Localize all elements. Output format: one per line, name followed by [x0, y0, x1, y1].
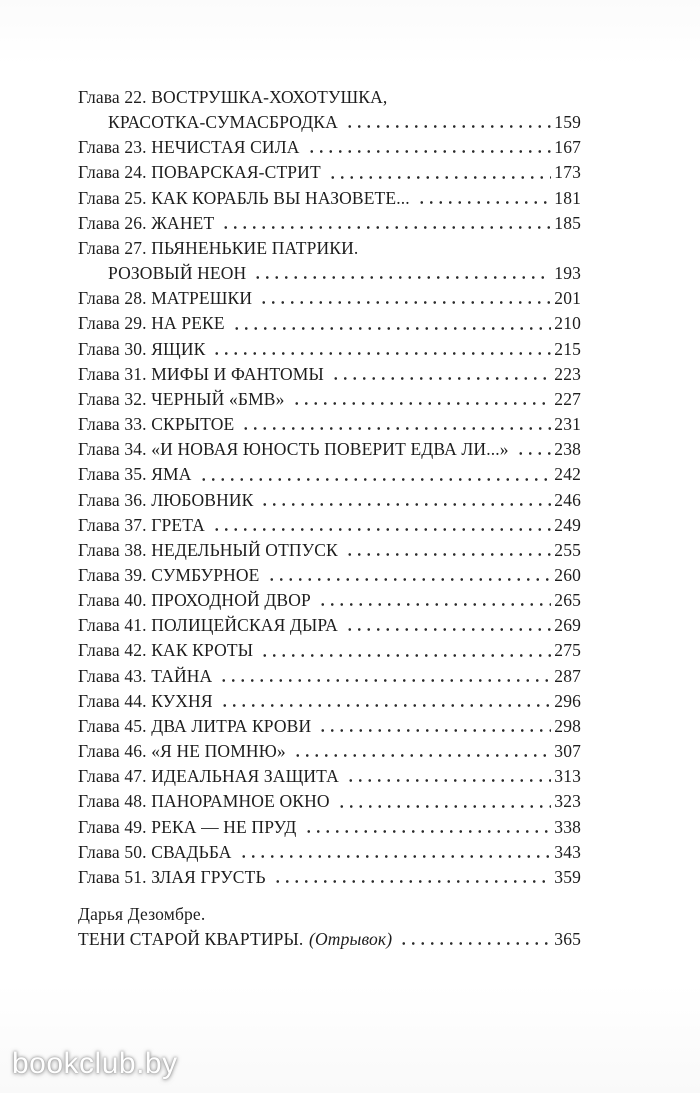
dot-leader	[259, 298, 551, 307]
appendix-section	[78, 902, 581, 952]
page-number: 307	[554, 741, 581, 762]
chapter-title: Глава 46. «Я НЕ ПОМНЮ»	[78, 741, 286, 762]
watermark-bookclub: bookclub.by	[12, 1047, 178, 1080]
toc-row	[78, 815, 581, 840]
page-number: 215	[554, 338, 581, 359]
chapter-title: Глава 27. ПЬЯНЕНЬКИЕ ПАТРИКИ.	[78, 237, 359, 258]
page-number: 275	[554, 640, 581, 661]
chapter-title: Глава 28. МАТРЕШКИ	[78, 288, 253, 309]
author-name: Дарья Дезомбре.	[78, 904, 206, 924]
chapter-title: Глава 30. ЯЩИК	[78, 338, 206, 359]
page-number: 296	[554, 690, 581, 711]
chapter-title: Глава 33. СКРЫТОЕ	[78, 414, 235, 435]
toc-row	[78, 387, 581, 412]
dot-leader	[345, 122, 551, 131]
toc-row	[78, 110, 581, 135]
toc-row	[78, 739, 581, 764]
toc-row	[78, 488, 581, 513]
dot-leader	[346, 776, 551, 785]
page-number: 246	[554, 489, 581, 510]
chapter-title: Глава 24. ПОВАРСКАЯ-СТРИТ	[78, 162, 321, 183]
dot-leader	[212, 349, 551, 358]
page-number: 159	[554, 112, 581, 133]
dot-leader	[292, 399, 552, 408]
page-number: 343	[554, 841, 581, 862]
toc-row	[78, 186, 581, 211]
table-of-contents	[78, 85, 581, 952]
chapter-title: Глава 48. ПАНОРАМНОЕ ОКНО	[78, 791, 330, 812]
dot-leader	[273, 877, 552, 886]
chapter-title: Глава 39. СУМБУРНОЕ	[78, 564, 260, 585]
excerpt-title-text: ТЕНИ СТАРОЙ КВАРТИРЫ.	[78, 929, 304, 950]
dot-leader	[232, 324, 552, 333]
chapter-title: Глава 40. ПРОХОДНОЙ ДВОР	[78, 590, 311, 611]
toc-row	[78, 85, 581, 110]
page-number: 185	[554, 212, 581, 233]
toc-row	[78, 337, 581, 362]
dot-leader	[293, 751, 552, 760]
toc-row	[78, 613, 581, 638]
chapter-title: Глава 22. ВОСТРУШКА-ХОХОТУШКА,	[78, 87, 388, 107]
toc-row	[78, 714, 581, 739]
page-number: 167	[554, 137, 581, 158]
dot-leader	[260, 651, 551, 660]
dot-leader	[199, 475, 552, 484]
dot-leader	[304, 827, 552, 836]
chapter-title: Глава 26. ЖАНЕТ	[78, 212, 215, 233]
page-number: 255	[554, 539, 581, 560]
chapter-title: Глава 44. КУХНЯ	[78, 690, 213, 711]
chapter-title: Глава 49. РЕКА — НЕ ПРУД	[78, 816, 297, 837]
excerpt-title	[78, 927, 392, 952]
page-number: 365	[554, 929, 581, 950]
dot-leader	[399, 939, 551, 948]
dot-leader	[331, 374, 551, 383]
author-row	[78, 902, 581, 927]
toc-row	[78, 638, 581, 663]
dot-leader	[516, 449, 552, 458]
dot-leader	[267, 575, 552, 584]
page-number: 201	[554, 288, 581, 309]
page-number: 323	[554, 791, 581, 812]
toc-row	[78, 513, 581, 538]
excerpt-note: (Отрывок)	[309, 929, 393, 950]
chapter-title: Глава 38. НЕДЕЛЬНЫЙ ОТПУСК	[78, 539, 338, 560]
dot-leader	[318, 726, 551, 735]
dot-leader	[220, 701, 552, 710]
dot-leader	[318, 600, 551, 609]
page-number: 181	[554, 187, 581, 208]
page-number: 265	[554, 590, 581, 611]
page-number: 359	[554, 866, 581, 887]
toc-row	[78, 261, 581, 286]
chapter-title: Глава 32. ЧЕРНЫЙ «БМВ»	[78, 388, 285, 409]
toc-row	[78, 362, 581, 387]
dot-leader	[307, 147, 552, 156]
dot-leader	[241, 424, 551, 433]
chapter-title: Глава 36. ЛЮБОВНИК	[78, 489, 254, 510]
chapter-title: Глава 35. ЯМА	[78, 464, 192, 485]
chapter-title: Глава 23. НЕЧИСТАЯ СИЛА	[78, 137, 300, 158]
toc-row	[78, 689, 581, 714]
toc-rows	[78, 85, 581, 890]
page-number: 173	[554, 162, 581, 183]
page-number: 231	[554, 414, 581, 435]
toc-row	[78, 588, 581, 613]
chapter-title: Глава 43. ТАЙНА	[78, 665, 213, 686]
toc-row	[78, 840, 581, 865]
toc-row	[78, 211, 581, 236]
toc-row	[78, 160, 581, 185]
page-number: 210	[554, 313, 581, 334]
toc-row	[78, 437, 581, 462]
chapter-title: Глава 51. ЗЛАЯ ГРУСТЬ	[78, 866, 266, 887]
page-number: 298	[554, 715, 581, 736]
page-number: 227	[554, 388, 581, 409]
excerpt-row	[78, 927, 581, 952]
dot-leader	[219, 676, 551, 685]
page-number: 338	[554, 816, 581, 837]
dot-leader	[337, 802, 552, 811]
toc-row	[78, 462, 581, 487]
chapter-title: Глава 42. КАК КРОТЫ	[78, 640, 254, 661]
chapter-title: РОЗОВЫЙ НЕОН	[108, 263, 247, 284]
toc-row	[78, 865, 581, 890]
toc-row	[78, 311, 581, 336]
dot-leader	[328, 173, 551, 182]
page-number: 238	[554, 439, 581, 460]
dot-leader	[253, 273, 551, 282]
chapter-title: Глава 45. ДВА ЛИТРА КРОВИ	[78, 715, 312, 736]
toc-row	[78, 135, 581, 160]
chapter-title: Глава 29. НА РЕКЕ	[78, 313, 225, 334]
page-number: 193	[554, 263, 581, 284]
dot-leader	[221, 223, 551, 232]
chapter-title: Глава 41. ПОЛИЦЕЙСКАЯ ДЫРА	[78, 615, 338, 636]
dot-leader	[417, 198, 551, 207]
page-number: 260	[554, 564, 581, 585]
page-number: 269	[554, 615, 581, 636]
chapter-title: Глава 50. СВАДЬБА	[78, 841, 232, 862]
page-number: 249	[554, 514, 581, 535]
page-number: 223	[554, 363, 581, 384]
toc-row	[78, 286, 581, 311]
chapter-title: Глава 34. «И НОВАЯ ЮНОСТЬ ПОВЕРИТ ЕДВА ЛИ...»	[78, 439, 509, 460]
dot-leader	[212, 525, 551, 534]
toc-row	[78, 764, 581, 789]
chapter-title: Глава 37. ГРЕТА	[78, 514, 205, 535]
dot-leader	[345, 550, 551, 559]
toc-row	[78, 538, 581, 563]
chapter-title: Глава 25. КАК КОРАБЛЬ ВЫ НАЗОВЕТЕ...	[78, 187, 410, 208]
toc-row	[78, 236, 581, 261]
page-number: 313	[554, 766, 581, 787]
dot-leader	[239, 852, 552, 861]
chapter-title: Глава 47. ИДЕАЛЬНАЯ ЗАЩИТА	[78, 766, 339, 787]
toc-row	[78, 664, 581, 689]
dot-leader	[345, 625, 551, 634]
page-number: 242	[554, 464, 581, 485]
toc-row	[78, 412, 581, 437]
toc-row	[78, 563, 581, 588]
chapter-title: КРАСОТКА-СУМАСБРОДКА	[108, 112, 338, 133]
page-number: 287	[554, 665, 581, 686]
toc-row	[78, 789, 581, 814]
dot-leader	[260, 500, 551, 509]
chapter-title: Глава 31. МИФЫ И ФАНТОМЫ	[78, 363, 324, 384]
